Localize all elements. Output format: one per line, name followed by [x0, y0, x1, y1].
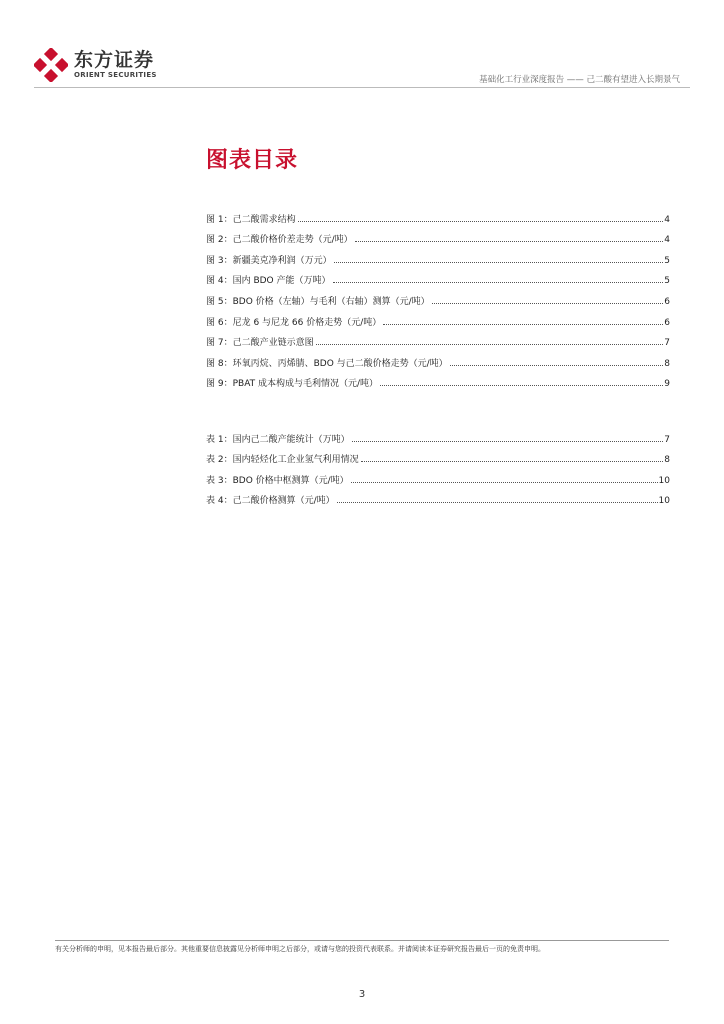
dot-leader [333, 281, 664, 283]
entry-page: 8 [664, 358, 670, 369]
entry-page: 6 [664, 296, 670, 307]
entry-page: 5 [664, 276, 670, 287]
entry-label: 图 4：国内 BDO 产能（万吨） [206, 276, 331, 287]
entry-label: 图 6：尼龙 6 与尼龙 66 价格走势（元/吨） [206, 317, 382, 328]
dot-leader [355, 240, 664, 242]
entry-label: 图 7：己二酸产业链示意图 [206, 338, 314, 349]
report-title: 基础化工行业深度报告 —— 己二酸有望进入长期景气 [479, 75, 680, 85]
dot-leader [298, 220, 664, 222]
entry-page: 4 [664, 214, 670, 225]
entry-page: 5 [664, 255, 670, 266]
entry-label: 表 3：BDO 价格中枢测算（元/吨） [206, 475, 349, 486]
toc-entry-figure-7[interactable] [206, 328, 670, 349]
entry-page: 10 [658, 475, 670, 486]
toc-entry-figure-2[interactable] [206, 225, 670, 246]
toc-entry-figure-6[interactable] [206, 307, 670, 328]
entry-label: 图 1：己二酸需求结构 [206, 214, 296, 225]
entry-label: 图 9：PBAT 成本构成与毛利情况（元/吨） [206, 379, 379, 390]
footer-disclaimer: 有关分析师的申明，见本报告最后部分。其他重要信息披露见分析师申明之后部分，或请与您的投资代表联系。并请阅读本证券研究报告最后一页的免责申明。 [55, 945, 545, 953]
toc-entry-figure-4[interactable] [206, 266, 670, 287]
toc-entry-figure-1[interactable] [206, 204, 670, 225]
toc-entry-figure-9[interactable] [206, 369, 670, 390]
header-divider [34, 87, 690, 88]
toc-entry-figure-8[interactable] [206, 348, 670, 369]
dot-leader [450, 364, 664, 366]
entry-label: 图 8：环氧丙烷、丙烯腈、BDO 与己二酸价格走势（元/吨） [206, 358, 448, 369]
entry-page: 8 [664, 455, 670, 466]
toc-entry-table-3[interactable] [206, 465, 670, 486]
dot-leader [383, 323, 663, 325]
entry-label: 图 5：BDO 价格（左轴）与毛利（右轴）测算（元/吨） [206, 296, 430, 307]
entry-page: 6 [664, 317, 670, 328]
entry-page: 7 [664, 338, 670, 349]
company-logo [34, 48, 157, 82]
entry-label: 图 2：己二酸价格价差走势（元/吨） [206, 235, 353, 246]
toc-entry-table-4[interactable] [206, 486, 670, 507]
toc-entry-figure-3[interactable] [206, 245, 670, 266]
entry-label: 表 1：国内己二酸产能统计（万吨） [206, 434, 350, 445]
page-number: 3 [358, 989, 366, 1000]
dot-leader [334, 261, 664, 263]
figure-list [206, 204, 670, 389]
entry-page: 9 [664, 379, 670, 390]
toc-entry-table-2[interactable] [206, 445, 670, 466]
dot-leader [432, 302, 664, 304]
orient-logo-icon [34, 48, 68, 82]
entry-page: 7 [664, 434, 670, 445]
toc-entry-figure-5[interactable] [206, 286, 670, 307]
entry-label: 图 3：新疆美克净利润（万元） [206, 255, 332, 266]
footer-divider [55, 940, 669, 941]
dot-leader [351, 481, 658, 483]
entry-label: 表 2：国内轻烃化工企业氢气利用情况 [206, 455, 359, 466]
dot-leader [361, 460, 664, 462]
logo-chinese-name: 东方证券 [74, 49, 155, 71]
entry-label: 表 4：己二酸价格测算（元/吨） [206, 496, 335, 507]
logo-english-name: ORIENT SECURITIES [74, 71, 157, 79]
toc-title: 图表目录 [206, 148, 299, 173]
toc-entry-table-1[interactable] [206, 424, 670, 445]
dot-leader [352, 440, 664, 442]
dot-leader [337, 501, 658, 503]
table-list [206, 424, 670, 506]
entry-page: 10 [658, 496, 670, 507]
dot-leader [380, 384, 663, 386]
entry-page: 4 [664, 235, 670, 246]
dot-leader [316, 343, 664, 345]
